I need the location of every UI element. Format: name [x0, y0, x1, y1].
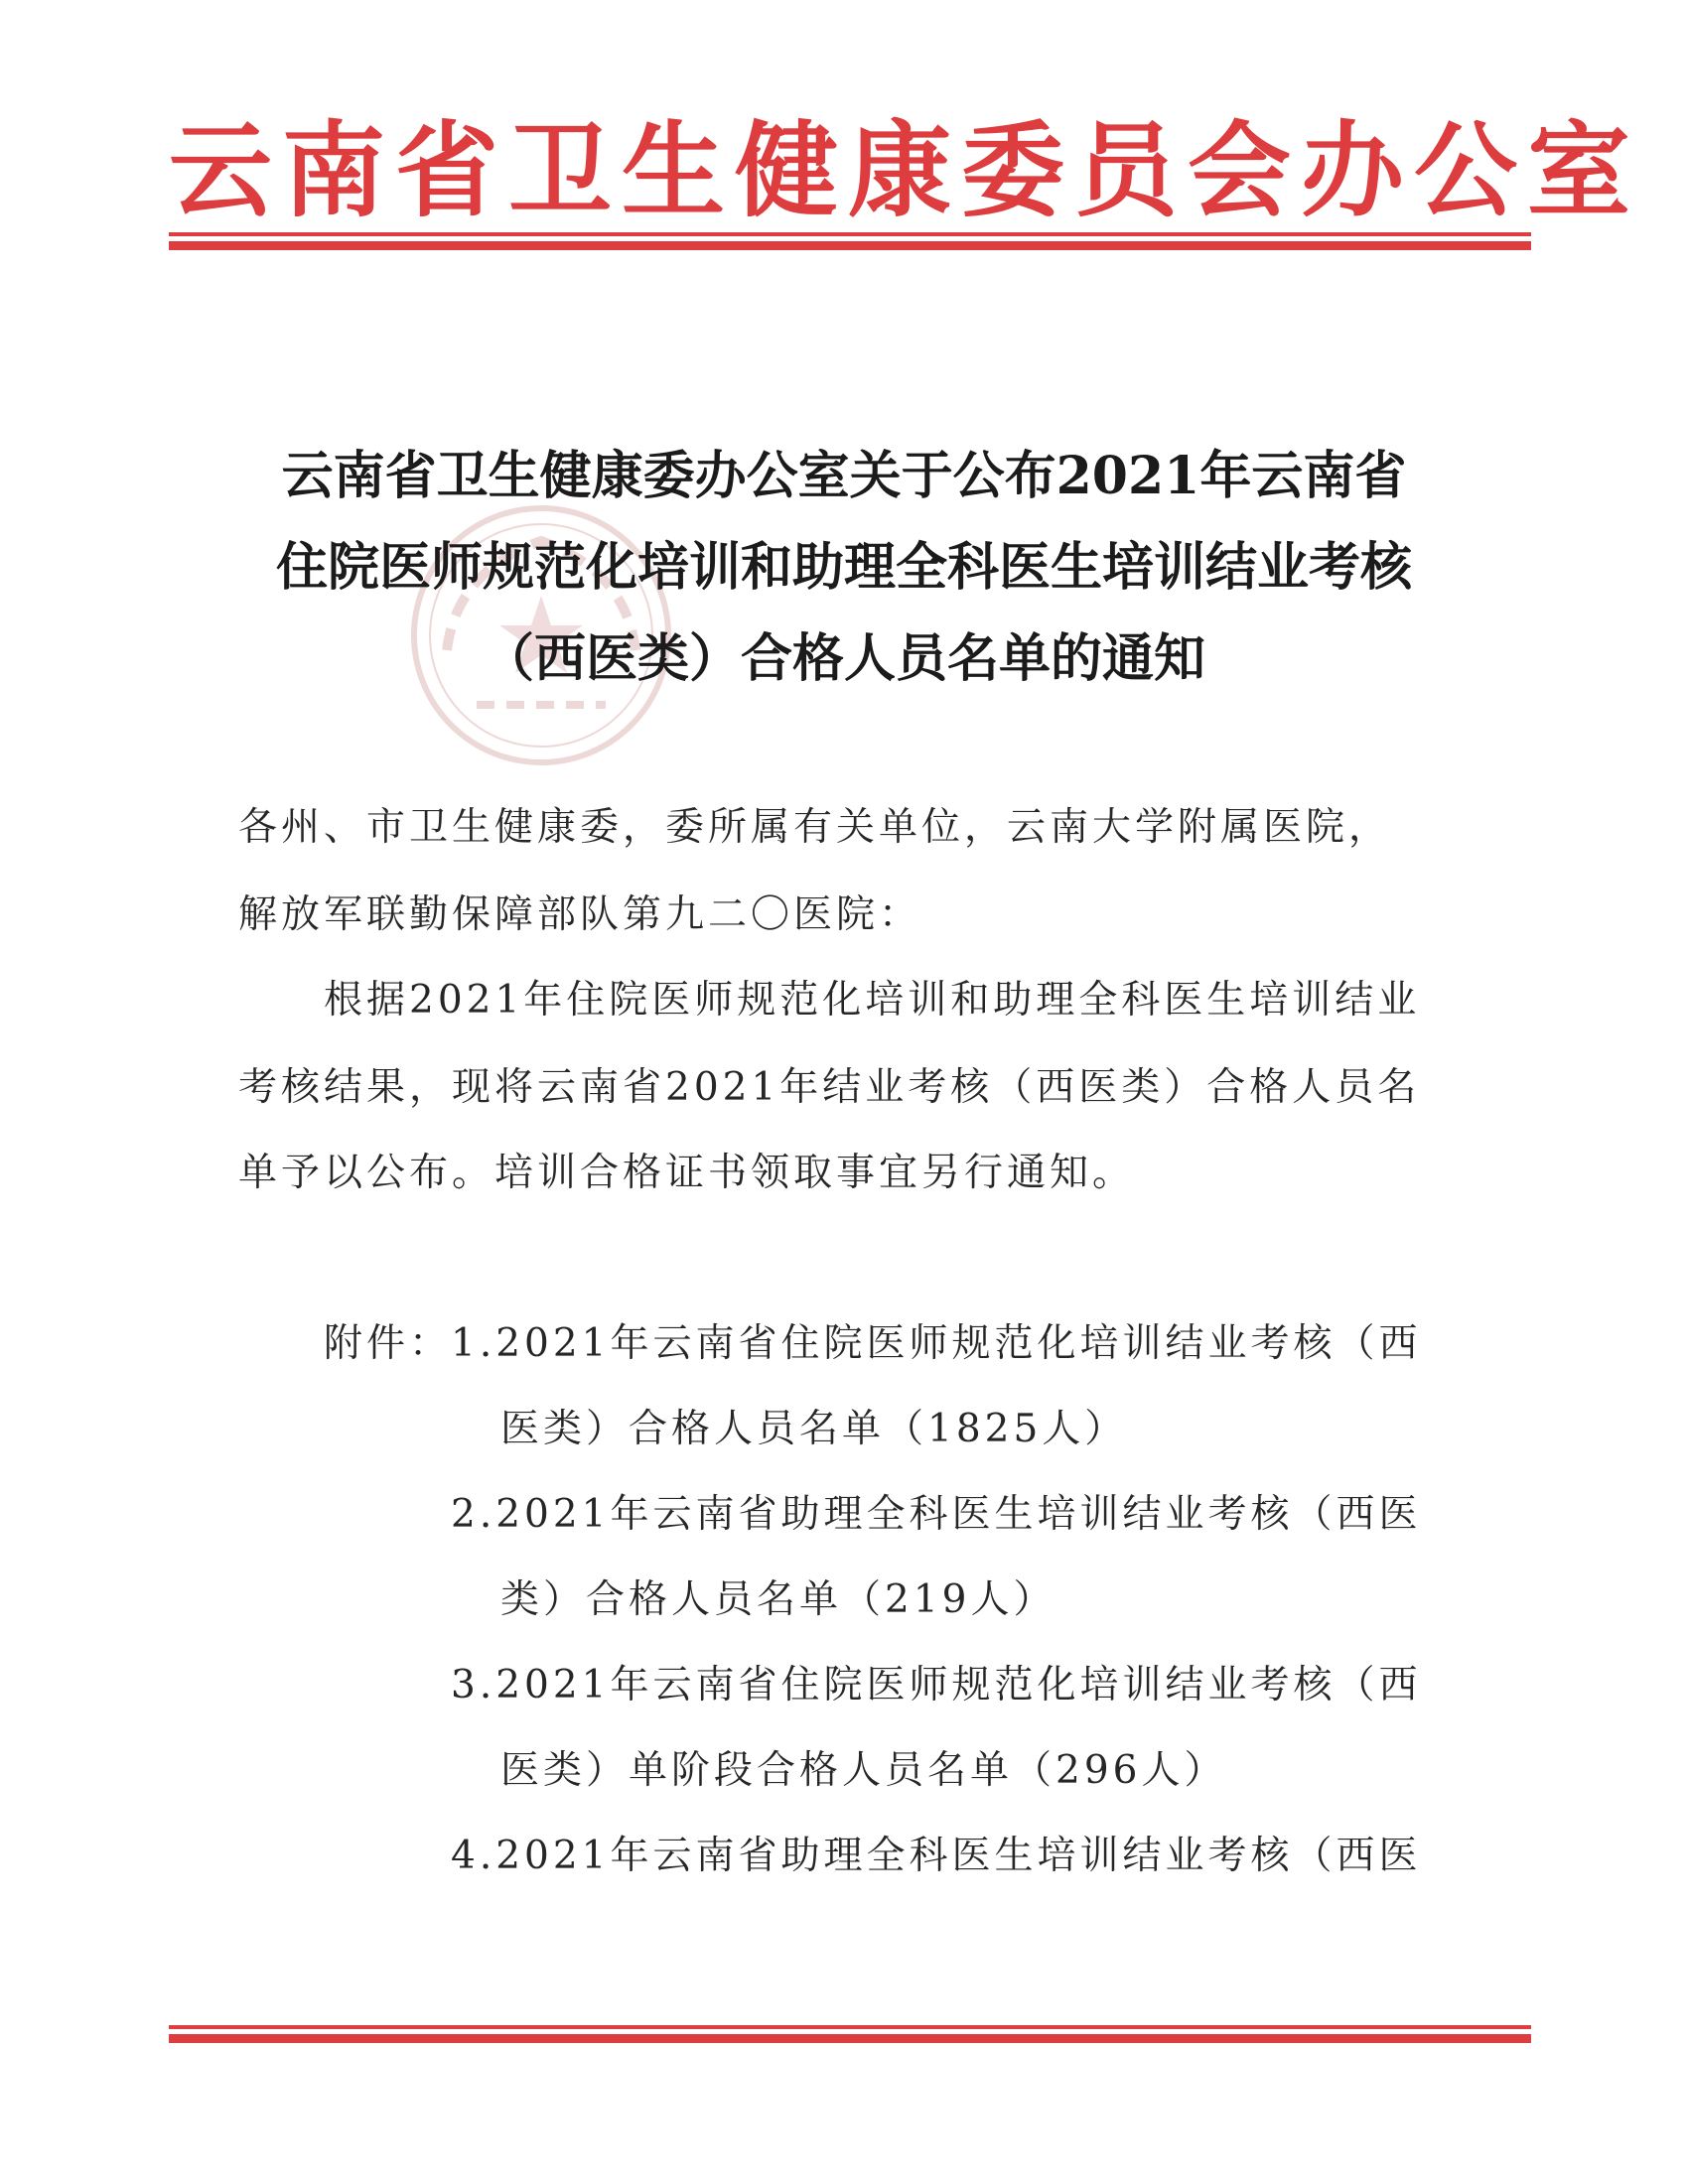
attachment-1-line-1: 1.2021年云南省住院医师规范化培训结业考核（西 — [451, 1321, 1422, 1366]
masthead-title: 云南省卫生健康委员会办公室 — [169, 109, 1641, 231]
attachment-4-line-1: 4.2021年云南省助理全科医生培训结业考核（西医 — [451, 1834, 1422, 1878]
attachments-label: 附件： — [324, 1321, 453, 1366]
title-line-2: 住院医师规范化培训和助理全科医生培训结业考核 — [275, 537, 1412, 598]
footer-rule-thick — [169, 2034, 1531, 2043]
addressee-line-1: 各州、市卫生健康委，委所属有关单位，云南大学附属医院， — [238, 805, 1392, 850]
attachment-1-line-2: 医类）合格人员名单（1825人） — [500, 1407, 1128, 1451]
addressee-line-2: 解放军联勤保障部队第九二〇医院： — [238, 892, 922, 937]
attachment-3-line-2: 医类）单阶段合格人员名单（296人） — [500, 1748, 1227, 1793]
attachment-2-line-2: 类）合格人员名单（219人） — [500, 1577, 1056, 1622]
title-line-3: （西医类）合格人员名单的通知 — [482, 628, 1205, 689]
attachment-3-line-1: 3.2021年云南省住院医师规范化培训结业考核（西 — [451, 1663, 1422, 1707]
body-line-2: 考核结果，现将云南省2021年结业考核（西医类）合格人员名 — [238, 1065, 1421, 1110]
attachment-2-line-1: 2.2021年云南省助理全科医生培训结业考核（西医 — [451, 1492, 1422, 1537]
body-line-3: 单予以公布。培训合格证书领取事宜另行通知。 — [238, 1151, 1136, 1195]
title-line-1: 云南省卫生健康委办公室关于公布2021年云南省 — [281, 446, 1407, 506]
footer-rule-thin — [169, 2025, 1531, 2029]
body-line-1: 根据2021年住院医师规范化培训和助理全科医生培训结业 — [324, 978, 1421, 1023]
